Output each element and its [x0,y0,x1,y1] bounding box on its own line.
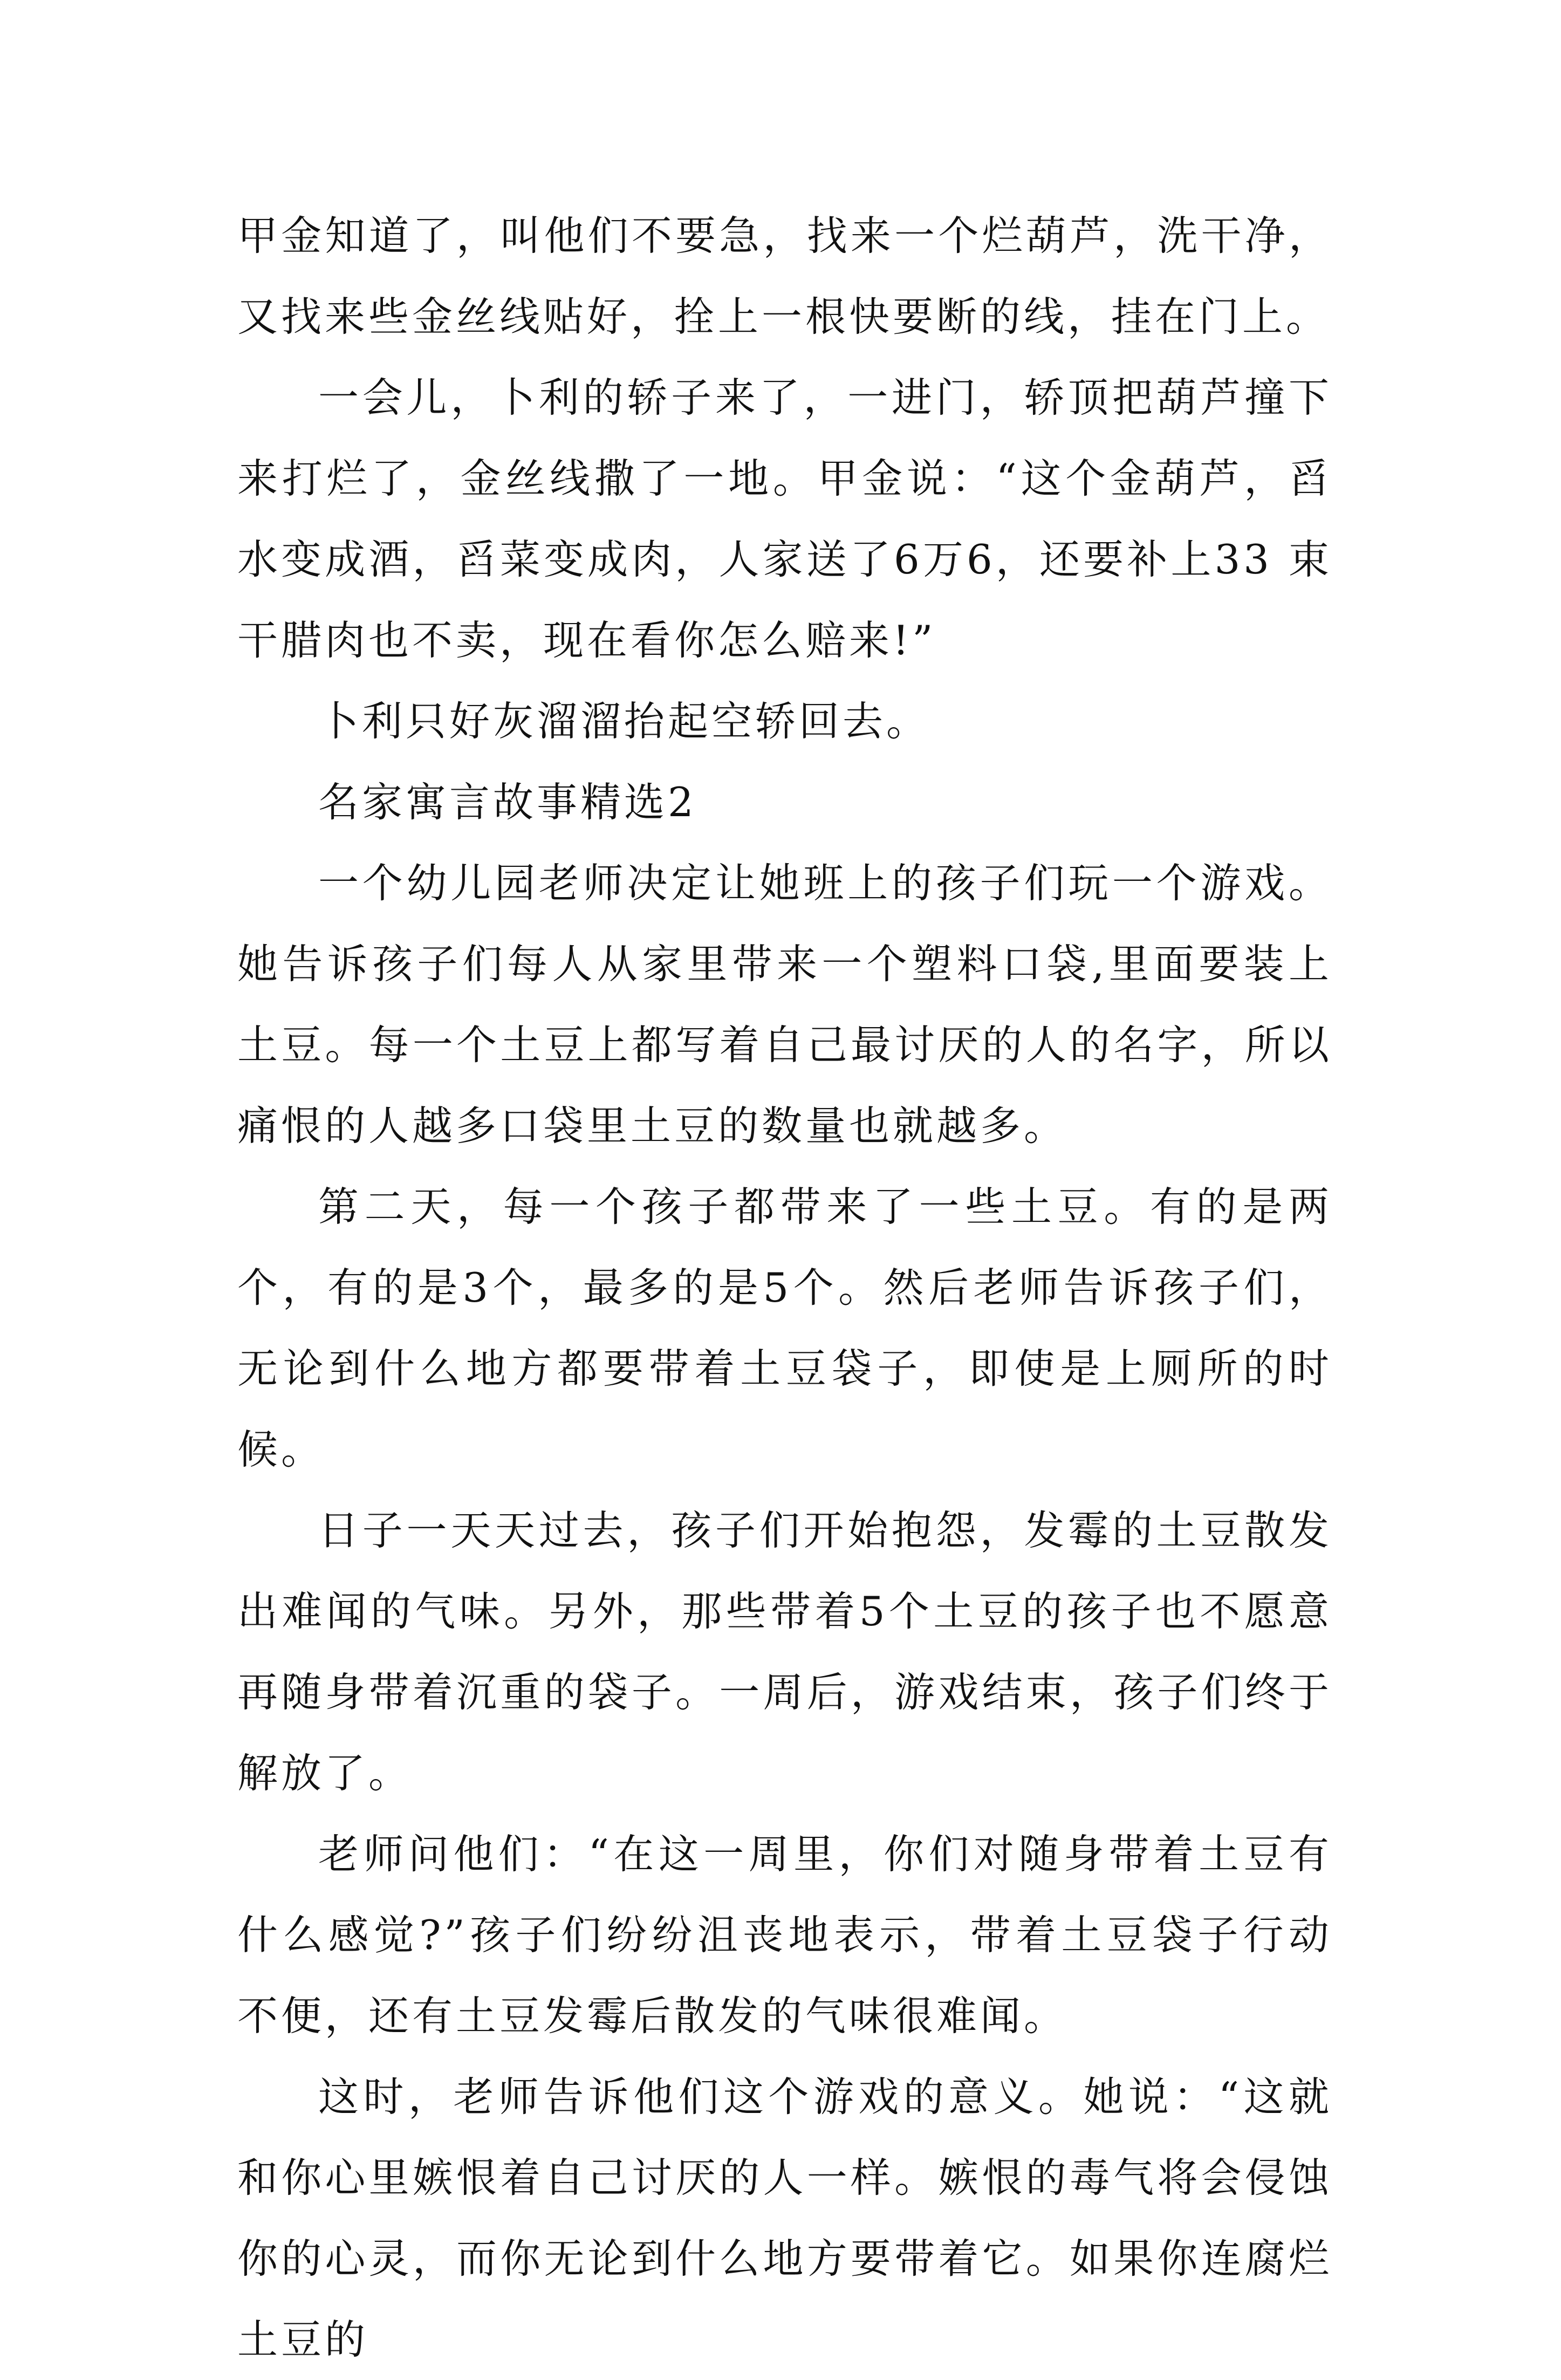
paragraph: 卜利只好灰溜溜抬起空轿回去。 [318,697,930,745]
paragraph: 一个幼儿园老师决定让她班上的孩子们玩一个游戏。她告诉孩子们每人从家里带来一个塑料口袋,里面要装上土豆。每一个土豆上都写着自己最讨厌的人的名字，所以痛恨的人越多口袋里土豆的数量也就越多。 [237,859,1332,1150]
paragraph: 日子一天天过去，孩子们开始抱怨，发霉的土豆散发出难闻的气味。另外，那些带着5个土豆的孩子也不愿意再随身带着沉重的袋子。一周后，游戏结束，孩子们终于解放了。 [237,1507,1332,1797]
paragraph: 老师问他们：“在这一周里，你们对随身带着土豆有什么感觉?”孩子们纷纷沮丧地表示，带着土豆袋子行动不便，还有土豆发霉后散发的气味很难闻。 [237,1830,1332,2040]
body-text [237,195,1332,2380]
paragraph: 一会儿，卜利的轿子来了，一进门，轿顶把葫芦撞下来打烂了，金丝线撒了一地。甲金说：“这个金葫芦，舀水变成酒，舀菜变成肉，人家送了6万6，还要补上33 束干腊肉也不卖，现在看你怎么赔来!” [237,374,1332,664]
paragraph: 这时，老师告诉他们这个游戏的意义。她说：“这就和你心里嫉恨着自己讨厌的人一样。嫉恨的毒气将会侵蚀你的心灵，而你无论到什么地方要带着它。如果你连腐烂土豆的 [237,2073,1332,2363]
paragraph: 第二天，每一个孩子都带来了一些土豆。有的是两个，有的是3个，最多的是5个。然后老师告诉孩子们，无论到什么地方都要带着土豆袋子，即使是上厕所的时候。 [237,1183,1332,1473]
section-heading: 名家寓言故事精选2 [318,778,697,826]
paragraph: 甲金知道了，叫他们不要急，找来一个烂葫芦，洗干净，又找来些金丝线贴好，拴上一根快要断的线，挂在门上。 [237,212,1332,340]
